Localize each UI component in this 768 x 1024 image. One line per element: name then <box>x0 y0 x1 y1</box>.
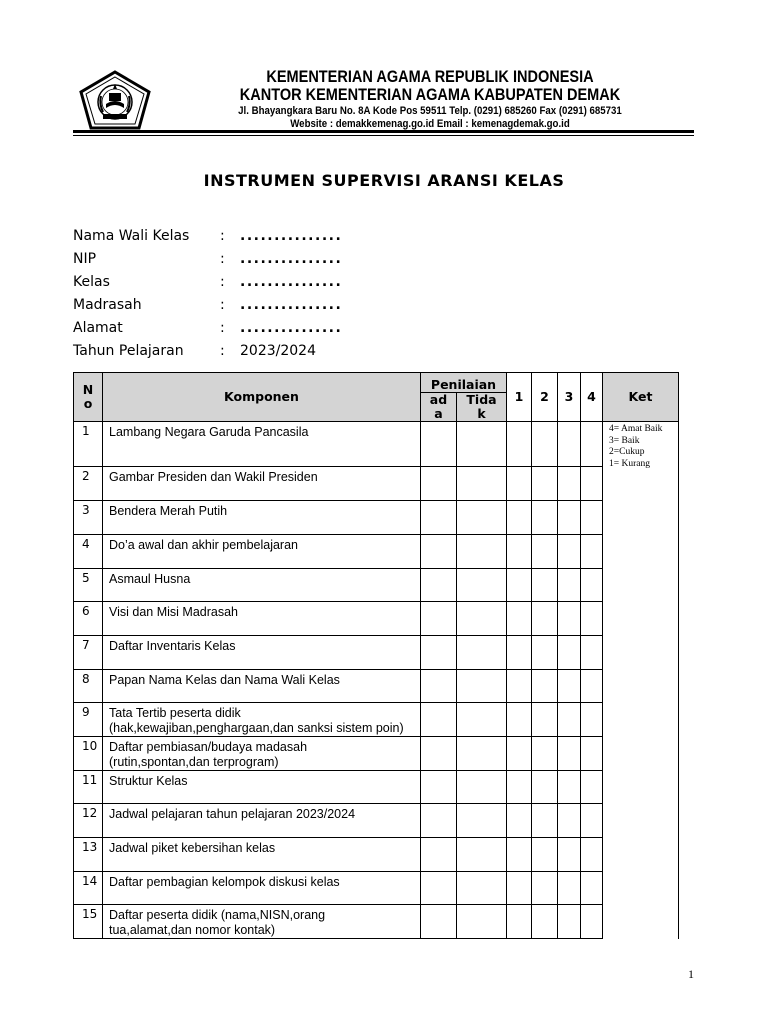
komponen-line: Tata Tertib peserta didik <box>109 706 241 720</box>
document-title: INSTRUMEN SUPERVISI ARANSI KELAS <box>203 171 565 190</box>
row-komponen <box>103 771 421 804</box>
cell-ada[interactable] <box>421 703 457 737</box>
cell-score-2[interactable] <box>532 535 558 569</box>
identity-row <box>73 247 342 270</box>
cell-score-1[interactable] <box>507 636 532 670</box>
header-tidak: Tidak <box>457 393 507 422</box>
row-number: 2 <box>74 467 103 501</box>
cell-ada[interactable] <box>421 569 457 602</box>
komponen-line: (rutin,spontan,dan terprogram) <box>109 754 279 769</box>
cell-ada[interactable] <box>421 422 457 467</box>
cell-ada[interactable] <box>421 535 457 569</box>
identity-colon: : <box>220 227 225 244</box>
cell-tidak[interactable] <box>457 872 507 905</box>
header-score-1: 1 <box>507 373 532 422</box>
table-row <box>74 804 679 838</box>
ket-legend-item: 1= Kurang <box>609 458 650 469</box>
identity-label: Alamat <box>73 319 123 336</box>
komponen-line: tua,alamat,dan nomor kontak) <box>109 922 276 937</box>
identity-colon: : <box>220 319 225 336</box>
cell-tidak[interactable] <box>457 467 507 501</box>
ket-legend-item: 4= Amat Baik <box>609 424 663 434</box>
row-number: 5 <box>74 569 103 602</box>
cell-score-4[interactable] <box>581 905 603 939</box>
table-row <box>74 703 679 737</box>
kemenag-emblem-icon <box>77 70 153 132</box>
cell-score-1[interactable] <box>507 838 532 872</box>
ket-legend-item: 3= Baik <box>609 435 640 446</box>
table-row <box>74 771 679 804</box>
identity-colon: : <box>220 342 225 359</box>
komponen-line: (hak,kewajiban,penghargaan,dan sanksi sistem poin) <box>109 720 404 735</box>
identity-value: ............... <box>240 319 343 336</box>
row-komponen <box>103 569 421 602</box>
cell-score-4[interactable] <box>581 422 603 467</box>
cell-score-3[interactable] <box>558 636 581 670</box>
row-komponen <box>103 467 421 501</box>
komponen-line: Lambang Negara Garuda Pancasila <box>109 425 309 439</box>
page-number: 1 <box>688 967 694 981</box>
table-row <box>74 501 679 535</box>
row-number: 1 <box>74 422 103 467</box>
identity-row <box>73 316 342 339</box>
cell-score-3[interactable] <box>558 804 581 838</box>
table-row <box>74 569 679 602</box>
cell-score-2[interactable] <box>532 703 558 737</box>
cell-score-2[interactable] <box>532 602 558 636</box>
row-number: 14 <box>74 872 103 905</box>
komponen-line: Papan Nama Kelas dan Nama Wali Kelas <box>109 673 340 687</box>
cell-score-1[interactable] <box>507 569 532 602</box>
cell-tidak[interactable] <box>457 804 507 838</box>
cell-score-3[interactable] <box>558 602 581 636</box>
cell-score-2[interactable] <box>532 569 558 602</box>
office-name: KANTOR KEMENTERIAN AGAMA KABUPATEN DEMAK <box>239 86 621 104</box>
header-penilaian: Penilaian <box>421 373 507 393</box>
ket-legend-item: 2=Cukup <box>609 447 645 457</box>
row-komponen <box>103 905 421 939</box>
cell-ada[interactable] <box>421 905 457 939</box>
cell-score-2[interactable] <box>532 636 558 670</box>
cell-score-3[interactable] <box>558 467 581 501</box>
cell-score-3[interactable] <box>558 872 581 905</box>
header-ada: ada <box>421 393 457 422</box>
cell-score-3[interactable] <box>558 737 581 771</box>
identity-label: Nama Wali Kelas <box>73 227 190 244</box>
identity-row <box>73 224 342 247</box>
ket-legend <box>603 422 679 939</box>
cell-score-1[interactable] <box>507 467 532 501</box>
cell-ada[interactable] <box>421 467 457 501</box>
cell-ada[interactable] <box>421 501 457 535</box>
row-number: 7 <box>74 636 103 670</box>
cell-tidak[interactable] <box>457 771 507 804</box>
cell-ada[interactable] <box>421 636 457 670</box>
row-number: 11 <box>74 771 103 804</box>
cell-score-3[interactable] <box>558 670 581 703</box>
cell-score-3[interactable] <box>558 703 581 737</box>
cell-score-3[interactable] <box>558 535 581 569</box>
row-komponen <box>103 872 421 905</box>
row-komponen <box>103 737 421 771</box>
cell-tidak[interactable] <box>457 422 507 467</box>
cell-tidak[interactable] <box>457 838 507 872</box>
cell-ada[interactable] <box>421 737 457 771</box>
komponen-line: Daftar pembiasan/budaya madasah <box>109 740 308 754</box>
cell-score-4[interactable] <box>581 737 603 771</box>
cell-score-1[interactable] <box>507 703 532 737</box>
letterhead <box>150 68 710 131</box>
header-score-2: 2 <box>532 373 558 422</box>
cell-tidak[interactable] <box>457 501 507 535</box>
komponen-line: Jadwal piket kebersihan kelas <box>109 841 276 855</box>
cell-score-4[interactable] <box>581 703 603 737</box>
cell-tidak[interactable] <box>457 535 507 569</box>
header-score-4: 4 <box>581 373 603 422</box>
table-row <box>74 602 679 636</box>
table-row <box>74 636 679 670</box>
table-row <box>74 535 679 569</box>
row-number: 8 <box>74 670 103 703</box>
table-row <box>74 737 679 771</box>
cell-score-1[interactable] <box>507 422 532 467</box>
cell-score-1[interactable] <box>507 804 532 838</box>
komponen-line: Gambar Presiden dan Wakil Presiden <box>109 470 318 484</box>
row-komponen <box>103 703 421 737</box>
cell-tidak[interactable] <box>457 703 507 737</box>
komponen-line: Daftar pembagian kelompok diskusi kelas <box>109 875 340 889</box>
row-komponen <box>103 535 421 569</box>
cell-score-2[interactable] <box>532 872 558 905</box>
identity-value: ............... <box>240 227 343 244</box>
komponen-line: Struktur Kelas <box>109 774 188 788</box>
cell-score-3[interactable] <box>558 905 581 939</box>
identity-block <box>73 224 342 362</box>
cell-score-3[interactable] <box>558 569 581 602</box>
identity-row <box>73 270 342 293</box>
cell-ada[interactable] <box>421 771 457 804</box>
header-no: No <box>74 373 103 422</box>
cell-score-2[interactable] <box>532 838 558 872</box>
cell-score-2[interactable] <box>532 905 558 939</box>
cell-score-2[interactable] <box>532 670 558 703</box>
cell-score-2[interactable] <box>532 771 558 804</box>
table-row <box>74 872 679 905</box>
cell-score-3[interactable] <box>558 422 581 467</box>
cell-score-3[interactable] <box>558 838 581 872</box>
komponen-line: Do’a awal dan akhir pembelajaran <box>109 538 299 552</box>
row-number: 15 <box>74 905 103 939</box>
cell-score-1[interactable] <box>507 535 532 569</box>
komponen-line: Jadwal pelajaran tahun pelajaran 2023/2024 <box>109 807 356 821</box>
ministry-name: KEMENTERIAN AGAMA REPUBLIK INDONESIA <box>266 68 594 86</box>
cell-score-1[interactable] <box>507 501 532 535</box>
cell-score-4[interactable] <box>581 771 603 804</box>
cell-score-2[interactable] <box>532 737 558 771</box>
row-number: 3 <box>74 501 103 535</box>
cell-score-4[interactable] <box>581 569 603 602</box>
cell-score-1[interactable] <box>507 602 532 636</box>
cell-score-1[interactable] <box>507 737 532 771</box>
cell-score-4[interactable] <box>581 602 603 636</box>
row-komponen <box>103 636 421 670</box>
cell-tidak[interactable] <box>457 602 507 636</box>
table-row <box>74 422 679 467</box>
table-row <box>74 670 679 703</box>
row-komponen <box>103 838 421 872</box>
table-body <box>74 422 679 939</box>
office-website-email: Website : demakkemenag.go.id Email : kemenagdemak.go.id <box>290 118 570 130</box>
identity-row <box>73 293 342 316</box>
cell-score-1[interactable] <box>507 771 532 804</box>
office-address: Jl. Bhayangkara Baru No. 8A Kode Pos 59511 Telp. (0291) 685260 Fax (0291) 685731 <box>238 105 622 117</box>
identity-value: ............... <box>240 296 343 313</box>
cell-ada[interactable] <box>421 602 457 636</box>
cell-tidak[interactable] <box>457 636 507 670</box>
cell-score-4[interactable] <box>581 804 603 838</box>
cell-tidak[interactable] <box>457 569 507 602</box>
table-row <box>74 467 679 501</box>
header-komponen: Komponen <box>103 373 421 422</box>
row-komponen <box>103 670 421 703</box>
row-number: 12 <box>74 804 103 838</box>
cell-ada[interactable] <box>421 872 457 905</box>
cell-score-4[interactable] <box>581 467 603 501</box>
row-komponen <box>103 804 421 838</box>
table-row <box>74 905 679 939</box>
row-komponen <box>103 602 421 636</box>
cell-score-1[interactable] <box>507 670 532 703</box>
identity-label: NIP <box>73 250 97 267</box>
cell-score-3[interactable] <box>558 501 581 535</box>
cell-score-4[interactable] <box>581 838 603 872</box>
identity-colon: : <box>220 250 225 267</box>
cell-score-1[interactable] <box>507 872 532 905</box>
cell-score-3[interactable] <box>558 771 581 804</box>
row-number: 9 <box>74 703 103 737</box>
row-komponen <box>103 422 421 467</box>
cell-tidak[interactable] <box>457 905 507 939</box>
komponen-line: Visi dan Misi Madrasah <box>109 605 238 619</box>
row-number: 6 <box>74 602 103 636</box>
letterhead-rule-thick <box>73 130 694 133</box>
identity-value: 2023/2024 <box>240 342 316 359</box>
cell-score-2[interactable] <box>532 422 558 467</box>
identity-label: Kelas <box>73 273 110 290</box>
komponen-line: Bendera Merah Putih <box>109 504 228 518</box>
cell-ada[interactable] <box>421 670 457 703</box>
header-score-3: 3 <box>558 373 581 422</box>
cell-tidak[interactable] <box>457 737 507 771</box>
identity-label: Tahun Pelajaran <box>73 342 184 359</box>
identity-row <box>73 339 342 362</box>
identity-label: Madrasah <box>73 296 142 313</box>
cell-score-2[interactable] <box>532 804 558 838</box>
row-number: 10 <box>74 737 103 771</box>
cell-ada[interactable] <box>421 804 457 838</box>
table-row <box>74 838 679 872</box>
komponen-line: Daftar peserta didik (nama,NISN,orang <box>109 908 326 922</box>
row-number: 4 <box>74 535 103 569</box>
cell-score-4[interactable] <box>581 670 603 703</box>
row-komponen <box>103 501 421 535</box>
komponen-line: Asmaul Husna <box>109 572 191 586</box>
cell-score-4[interactable] <box>581 872 603 905</box>
cell-score-4[interactable] <box>581 636 603 670</box>
letterhead-rule-thin <box>73 135 694 136</box>
header-ket: Ket <box>603 373 679 422</box>
supervision-table <box>73 372 679 939</box>
identity-value: ............... <box>240 273 343 290</box>
cell-score-2[interactable] <box>532 501 558 535</box>
cell-score-4[interactable] <box>581 535 603 569</box>
cell-score-2[interactable] <box>532 467 558 501</box>
komponen-line: Daftar Inventaris Kelas <box>109 639 236 653</box>
identity-colon: : <box>220 273 225 290</box>
identity-colon: : <box>220 296 225 313</box>
row-number: 13 <box>74 838 103 872</box>
identity-value: ............... <box>240 250 343 267</box>
cell-ada[interactable] <box>421 838 457 872</box>
cell-score-4[interactable] <box>581 501 603 535</box>
cell-score-1[interactable] <box>507 905 532 939</box>
cell-tidak[interactable] <box>457 670 507 703</box>
